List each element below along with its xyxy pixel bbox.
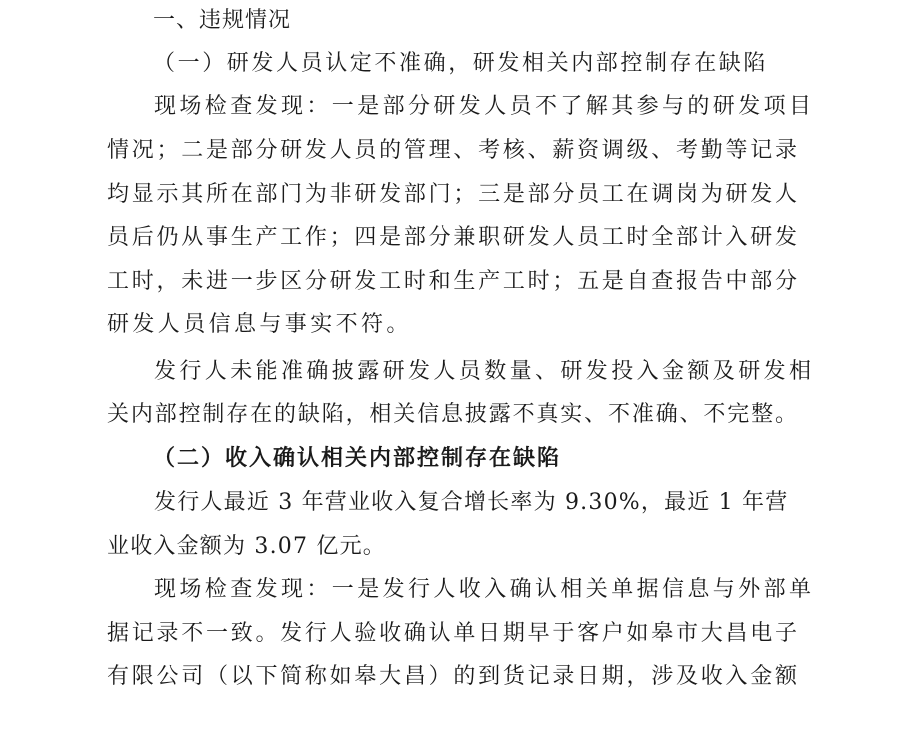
paragraph-1-line-5: 工时，未进一步区分研发工时和生产工时；五是自查报告中部分 xyxy=(107,269,797,294)
paragraph-1-line-4: 员后仍从事生产工作；四是部分兼职研发人员工时全部计入研发 xyxy=(107,225,797,250)
section-title: 一、违规情况 xyxy=(153,8,292,33)
paragraph-2-line-2: 关内部控制存在的缺陷，相关信息披露不真实、不准确、不完整。 xyxy=(107,402,797,427)
paragraph-1-line-6: 研发人员信息与事实不符。 xyxy=(107,312,412,337)
paragraph-1-line-1: 现场检查发现：一是部分研发人员不了解其参与的研发项目 xyxy=(154,94,815,119)
paragraph-4-line-1: 现场检查发现：一是发行人收入确认相关单据信息与外部单 xyxy=(154,577,815,602)
paragraph-3-line-2: 业收入金额为 3.07 亿元。 xyxy=(107,534,386,559)
paragraph-4-line-2: 据记录不一致。发行人验收确认单日期早于客户如皋市大昌电子 xyxy=(107,621,797,646)
paragraph-3-line-1: 发行人最近 3 年营业收入复合增长率为 9.30%，最近 1 年营 xyxy=(154,490,789,515)
paragraph-1-line-3: 均显示其所在部门为非研发部门；三是部分员工在调岗为研发人 xyxy=(107,182,797,207)
subsection-title-2: （二）收入确认相关内部控制存在缺陷 xyxy=(153,445,562,471)
paragraph-2-line-1: 发行人未能准确披露研发人员数量、研发投入金额及研发相 xyxy=(154,359,815,384)
paragraph-4-line-3: 有限公司（以下简称如皋大昌）的到货记录日期，涉及收入金额 xyxy=(107,664,797,689)
paragraph-1-line-2: 情况；二是部分研发人员的管理、考核、薪资调级、考勤等记录 xyxy=(107,138,797,163)
subsection-title-1: （一）研发人员认定不准确，研发相关内部控制存在缺陷 xyxy=(153,51,769,76)
